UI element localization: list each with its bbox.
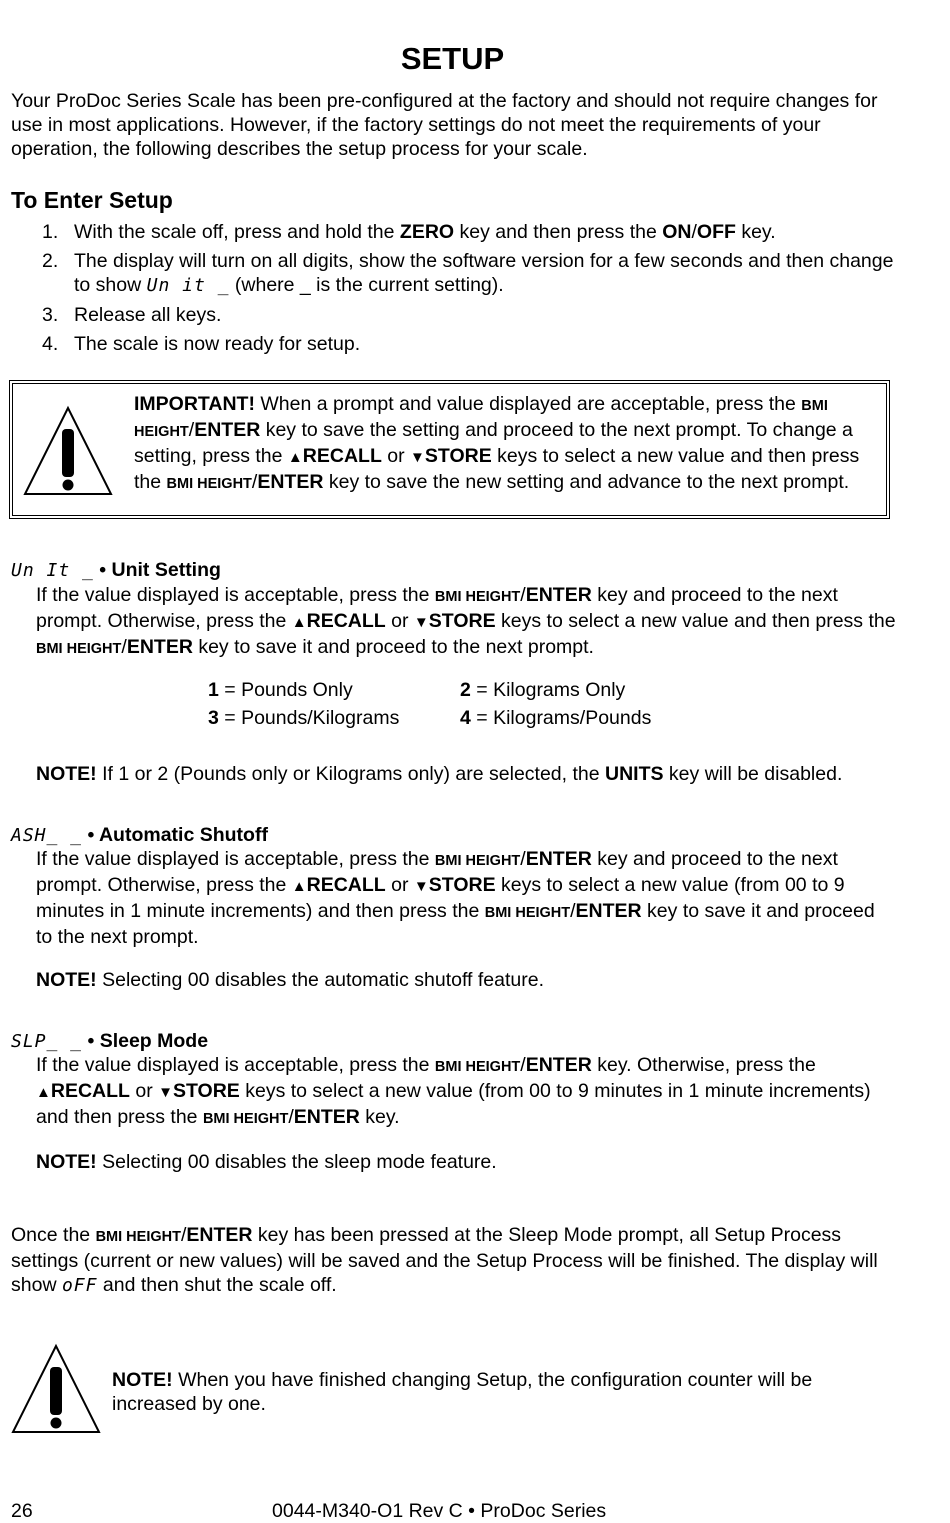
auto-shutoff-heading: ASH_ _ • Automatic Shutoff [11,824,268,846]
unit-options-table [208,676,651,732]
page-number: 26 [11,1500,33,1522]
up-arrow-icon: ▲ [291,878,307,895]
step-4: 4. The scale is now ready for setup. [42,333,361,355]
enter-setup-steps [11,220,901,361]
up-arrow-icon: ▲ [287,449,303,466]
auto-shutoff-text: If the value displayed is acceptable, press the BMI HEIGHT/ENTER key and proceed to the next prompt. Otherwise, press the ▲RECALL or ▼STORE keys to select a new value (from 00 to 9 minutes in 1 minute increments) and then press the BMI HEIGHT/ENTER key to save it and proceed to the next prompt. [36,848,875,948]
final-note: NOTE! When you have finished changing Setup, the configuration counter will be increased by one. [112,1369,813,1415]
up-arrow-icon: ▲ [291,614,307,631]
unit-options-row [208,704,651,732]
step-3: 3. Release all keys. [42,304,222,326]
important-text: IMPORTANT! When a prompt and value displayed are acceptable, press the BMI HEIGHT/ENTER key to save the setting and proceed to the next prompt. To change a setting, press the ▲RECALL or ▼STORE keys to select a new value and then press the BMI HEIGHT/ENTER key to save the new setting and advance to the next prompt. [134,393,860,493]
page-title: SETUP [400,41,505,76]
unit-options-row [208,676,651,704]
up-arrow-icon: ▲ [36,1084,51,1101]
sleep-mode-text: If the value displayed is acceptable, press the BMI HEIGHT/ENTER key. Otherwise, press the ▲RECALL or ▼STORE keys to select a new value (from 00 to 9 minutes in 1 minute increments) and then press the BMI HEIGHT/ENTER key. [36,1054,871,1128]
unit-setting-text: If the value displayed is acceptable, press the BMI HEIGHT/ENTER key and proceed to the next prompt. Otherwise, press the ▲RECALL or ▼STORE keys to select a new value and then press the BMI HEIGHT/ENTER key to save it and proceed to the next prompt. [36,584,896,658]
down-arrow-icon: ▼ [413,614,429,631]
unit-option: 1 = Pounds Only [208,679,353,701]
lcd-ash-prompt: ASH_ _ [11,825,83,846]
step-1: 1. With the scale off, press and hold the ZERO key and then press the ON/OFF key. [42,221,776,243]
sleep-mode-heading: SLP_ _ • Sleep Mode [11,1030,209,1052]
auto-shutoff-note: NOTE! Selecting 00 disables the automatic shutoff feature. [36,969,545,991]
down-arrow-icon: ▼ [413,878,429,895]
warning-icon [10,1343,102,1435]
lcd-off-display: oFF [61,1275,98,1296]
unit-option: 4 = Kilograms/Pounds [460,707,652,729]
lcd-slp-prompt: SLP_ _ [11,1031,83,1052]
unit-setting-heading: Un It _ • Unit Setting [11,559,221,581]
down-arrow-icon: ▼ [410,449,425,466]
closing-paragraph: Once the BMI HEIGHT/ENTER key has been pressed at the Sleep Mode prompt, all Setup Process settings (current or new values) will be saved and the Setup Process will be finished. The display will show oFF and then shut the scale off. [11,1224,878,1296]
unit-note: NOTE! If 1 or 2 (Pounds only or Kilograms only) are selected, the UNITS key will be disabled. [36,763,843,785]
unit-option: 2 = Kilograms Only [460,679,626,701]
lcd-unit-display: Un it _ [146,275,230,296]
unit-option: 3 = Pounds/Kilograms [208,707,400,729]
warning-icon [22,405,114,497]
sleep-mode-note: NOTE! Selecting 00 disables the sleep mode feature. [36,1151,497,1173]
footer-doc-id: 0044-M340-O1 Rev C • ProDoc Series [272,1500,607,1522]
down-arrow-icon: ▼ [158,1084,173,1101]
step-2: 2. The display will turn on all digits, show the software version for a few seconds and then change to show Un it _ (where _ is the current setting). [42,250,894,296]
enter-setup-heading: To Enter Setup [11,187,173,213]
lcd-unit-prompt: Un It _ [11,560,94,581]
intro-paragraph: Your ProDoc Series Scale has been pre-configured at the factory and should not require changes for use in most applications. However, if the factory settings do not meet the requirements of your operation, the following describes the setup process for your scale. [11,90,878,160]
